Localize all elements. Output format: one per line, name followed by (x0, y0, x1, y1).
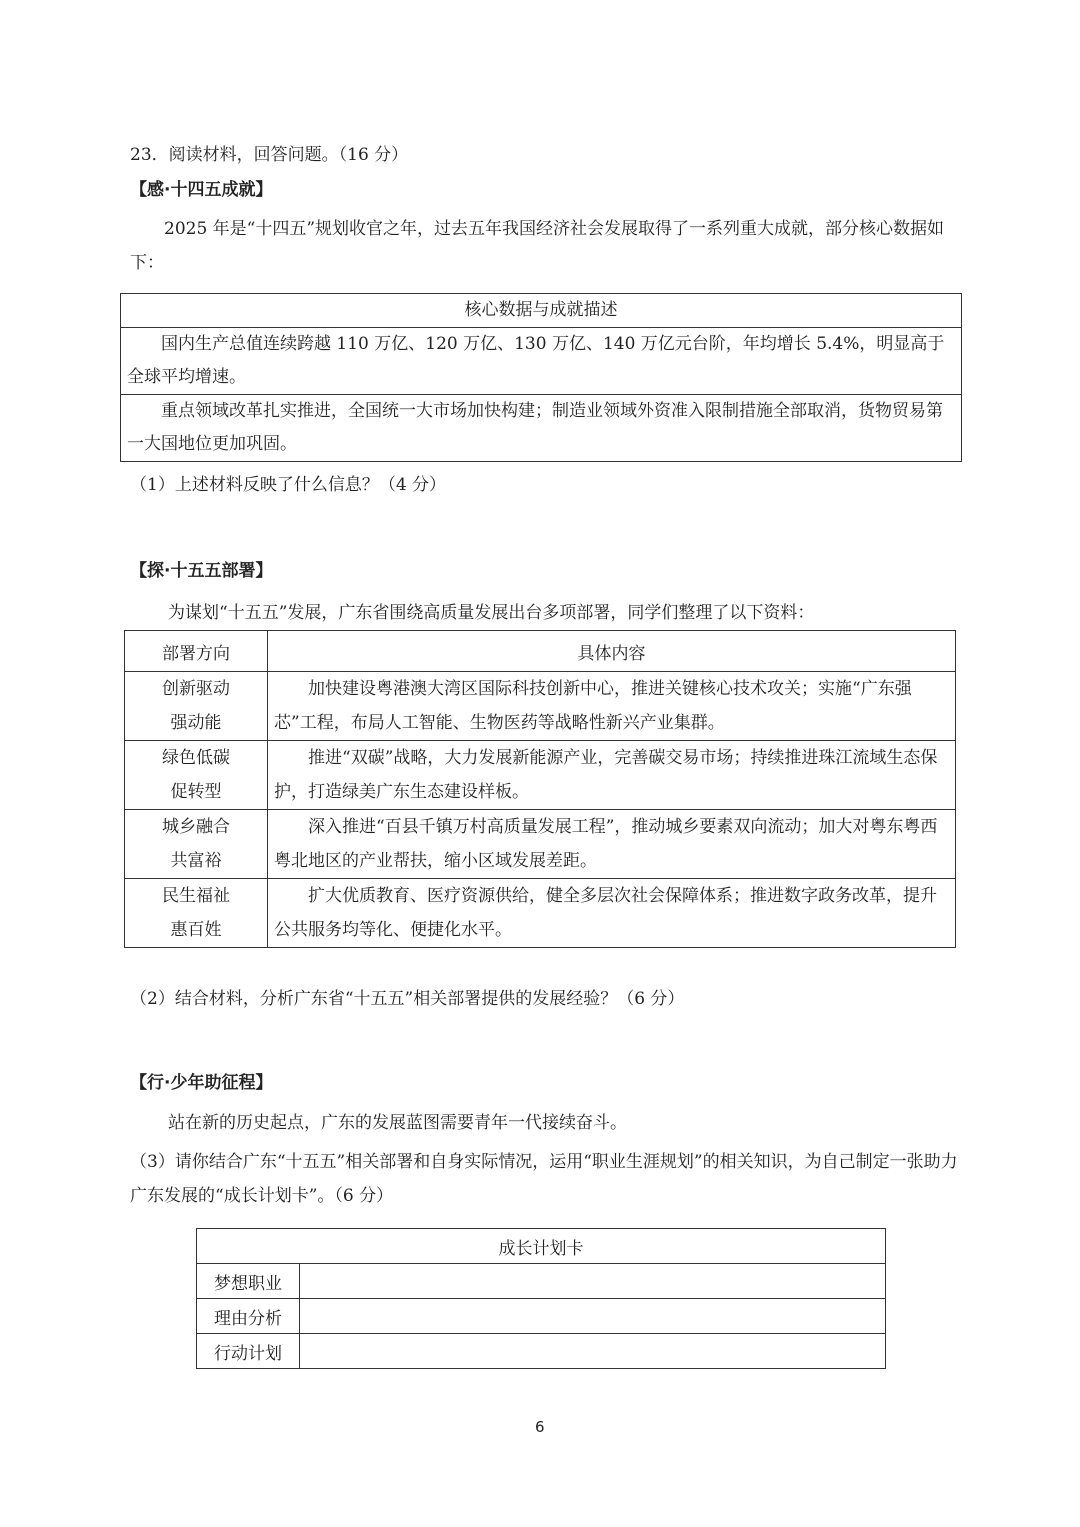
direction-line1: 城乡融合 (162, 817, 230, 837)
direction-line2: 惠百姓 (170, 920, 222, 940)
dream-job-field[interactable] (300, 1264, 886, 1299)
section1-title: 【感·十四五成就】 (130, 180, 273, 200)
card-title: 成长计划卡 (197, 1229, 886, 1264)
table-row (125, 810, 956, 879)
direction-line2: 促转型 (170, 782, 222, 802)
question-3: （3）请你结合广东“十五五”相关部署和自身实际情况，运用“职业生涯规划”的相关知识，为自己制定一张助力广东发展的“成长计划卡”。（6 分） (130, 1152, 958, 1206)
direction-line1: 绿色低碳 (162, 748, 230, 768)
direction-line2: 强动能 (170, 713, 222, 733)
reason-field[interactable] (300, 1299, 886, 1334)
content-cell: 深入推进“百县千镇万村高质量发展工程”，推动城乡要素双向流动；加大对粤东粤西粤北地区的产业帮扶，缩小区域发展差距。 (268, 810, 956, 879)
direction-line1: 创新驱动 (162, 679, 230, 699)
table-row (125, 741, 956, 810)
content-cell: 加快建设粤港澳大湾区国际科技创新中心，推进关键核心技术攻关；实施“广东强芯”工程，布局人工智能、生物医药等战略性新兴产业集群。 (268, 672, 956, 741)
section1-intro: 2025 年是“十四五”规划收官之年，过去五年我国经济社会发展取得了一系列重大成就，部分核心数据如下： (130, 219, 945, 273)
question-2: （2）结合材料，分析广东省“十五五”相关部署提供的发展经验？（6 分） (130, 989, 685, 1009)
content-cell: 扩大优质教育、医疗资源供给，健全多层次社会保障体系；推进数字政务改革，提升公共服务均等化、便捷化水平。 (268, 879, 956, 948)
content-cell: 推进“双碳”战略，大力发展新能源产业，完善碳交易市场；持续推进珠江流域生态保护，打造绿美广东生态建设样板。 (268, 741, 956, 810)
achievements-table (120, 293, 962, 462)
section3-intro: 站在新的历史起点，广东的发展蓝图需要青年一代接续奋斗。 (168, 1113, 627, 1133)
question-heading: 23．阅读材料，回答问题。（16 分） (130, 145, 409, 165)
section2-intro: 为谋划“十五五”发展，广东省围绕高质量发展出台多项部署，同学们整理了以下资料： (168, 603, 815, 623)
card-label-reason: 理由分析 (197, 1299, 300, 1334)
table-row (125, 879, 956, 948)
achievements-table-header: 核心数据与成就描述 (121, 294, 962, 328)
table-row (125, 672, 956, 741)
col-direction: 部署方向 (125, 631, 268, 672)
action-plan-field[interactable] (300, 1334, 886, 1369)
direction-line1: 民生福祉 (162, 886, 230, 906)
achievement-row: 重点领域改革扎实推进，全国统一大市场加快构建；制造业领域外资准入限制措施全部取消，货物贸易第一大国地位更加巩固。 (121, 395, 962, 462)
achievement-row: 国内生产总值连续跨越 110 万亿、120 万亿、130 万亿、140 万亿元台阶，年均增长 5.4%，明显高于全球平均增速。 (121, 328, 962, 395)
page-number: 6 (535, 1418, 545, 1436)
direction-line2: 共富裕 (170, 851, 222, 871)
section2-title: 【探·十五五部署】 (130, 561, 273, 581)
col-content: 具体内容 (268, 631, 956, 672)
card-label-dream-job: 梦想职业 (197, 1264, 300, 1299)
deployment-table (124, 630, 956, 948)
card-label-action-plan: 行动计划 (197, 1334, 300, 1369)
question-1: （1）上述材料反映了什么信息？（4 分） (130, 475, 447, 495)
section3-title: 【行·少年助征程】 (130, 1073, 273, 1093)
growth-plan-card (196, 1228, 886, 1369)
